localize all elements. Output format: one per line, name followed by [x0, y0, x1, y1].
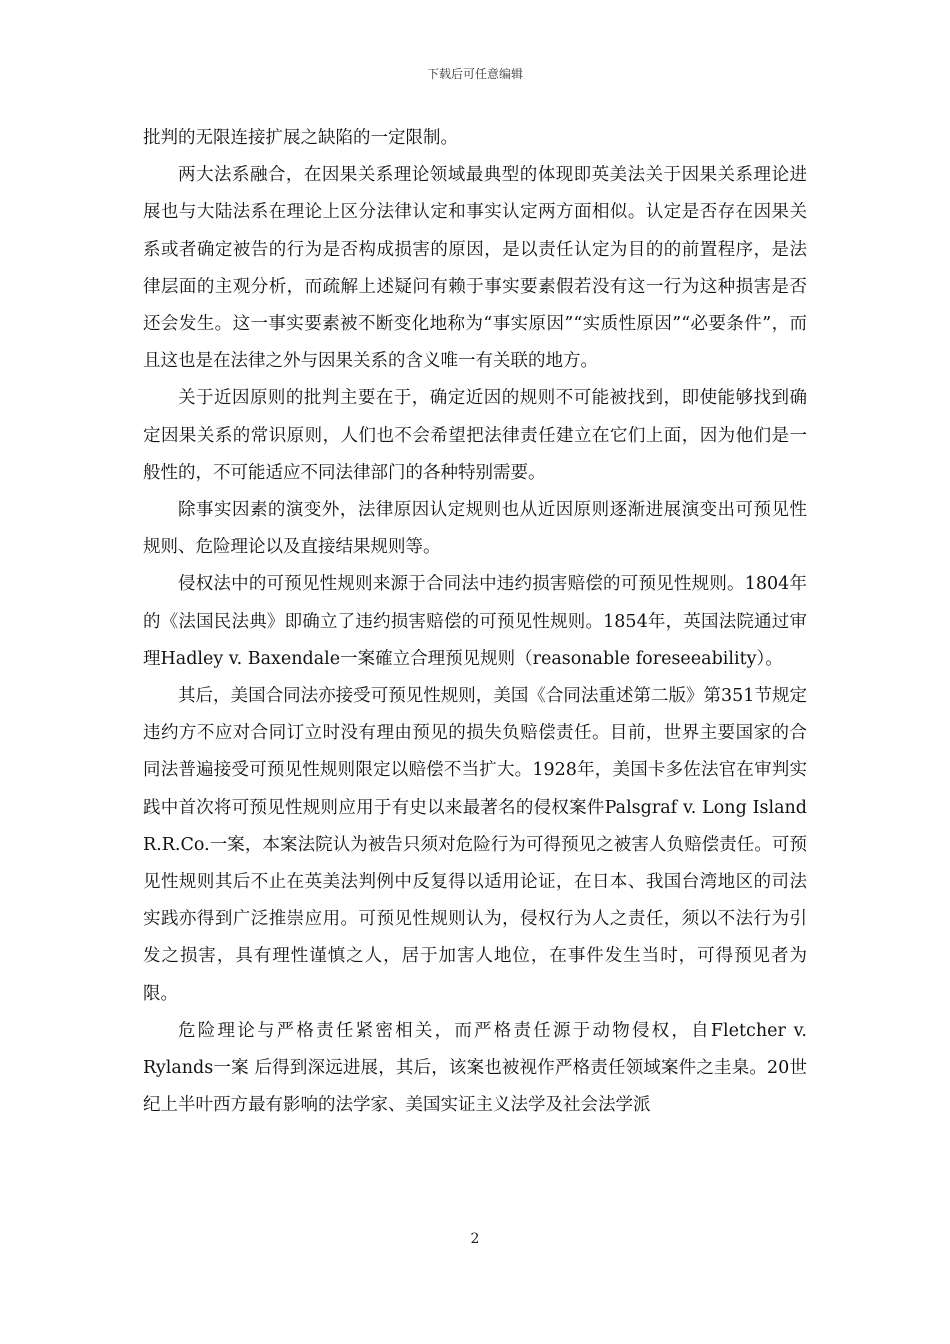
paragraph-6: 其后，美国合同法亦接受可预见性规则，美国《合同法重述第二版》第351节规定违约方不应对合同订立时没有理由预见的损失负赔偿责任。目前，世界主要国家的合同法普遍接受可预见性规则限定以赔偿不当扩大。1928年，美国卡多佐法官在审判实践中首次将可预见性规则应用于有史以来最著名的侵权案件Palsgraf v. Long Island R.R.Co.一案，本案法院认为被告只须对危险行为可得预见之被害人负赔偿责任。可预见性规则其后不止在英美法判例中反复得以适用论证，在日本、我国台湾地区的司法实践亦得到广泛推崇应用。可预见性规则认为，侵权行为人之责任，须以不法行为引发之损害，具有理性谨慎之人，居于加害人地位，在事件发生当时，可得预见者为限。	[143, 686, 807, 1004]
page-header: 下载后可任意编辑	[426, 67, 523, 81]
paragraph-7: 危险理论与严格责任紧密相关，而严格责任源于动物侵权，自Fletcher v. Rylands一案 后得到深远进展，其后，该案也被视作严格责任领域案件之圭臬。20世纪上半叶西方最有影响的法学家、美国实证主义法学及社会法学派	[143, 1020, 807, 1116]
paragraph-1: 批判的无限连接扩展之缺陷的一定限制。	[143, 128, 458, 148]
document-body	[143, 120, 807, 1124]
paragraph-4: 除事实因素的演变外，法律原因认定规则也从近因原则逐渐进展演变出可预见性规则、危险理论以及直接结果规则等。	[143, 500, 807, 558]
paragraph-5: 侵权法中的可预见性规则来源于合同法中违约损害赔偿的可预见性规则。1804年的《法国民法典》即确立了违约损害赔偿的可预见性规则。1854年，英国法院通过审理Hadley v. Baxendale一案確立合理预见规则（reasonable foreseeability）。	[143, 574, 807, 669]
paragraph-3: 关于近因原则的批判主要在于，确定近因的规则不可能被找到，即使能够找到确定因果关系的常识原则，人们也不会希望把法律责任建立在它们上面，因为他们是一般性的，不可能适应不同法律部门的各种特别需要。	[143, 388, 807, 483]
paragraph-2: 两大法系融合，在因果关系理论领域最典型的体现即英美法关于因果关系理论进展也与大陆法系在理论上区分法律认定和事实认定两方面相似。认定是否存在因果关系或者确定被告的行为是否构成损害的原因，是以责任认定为目的的前置程序，是法律层面的主观分析，而疏解上述疑问有赖于事实要素假若没有这一行为这种损害是否还会发生。这一事实要素被不断变化地称为“事实原因”“实质性原因”“必要条件”，而且这也是在法律之外与因果关系的含义唯一有关联的地方。	[143, 165, 807, 372]
page-number: 2	[470, 1231, 480, 1247]
